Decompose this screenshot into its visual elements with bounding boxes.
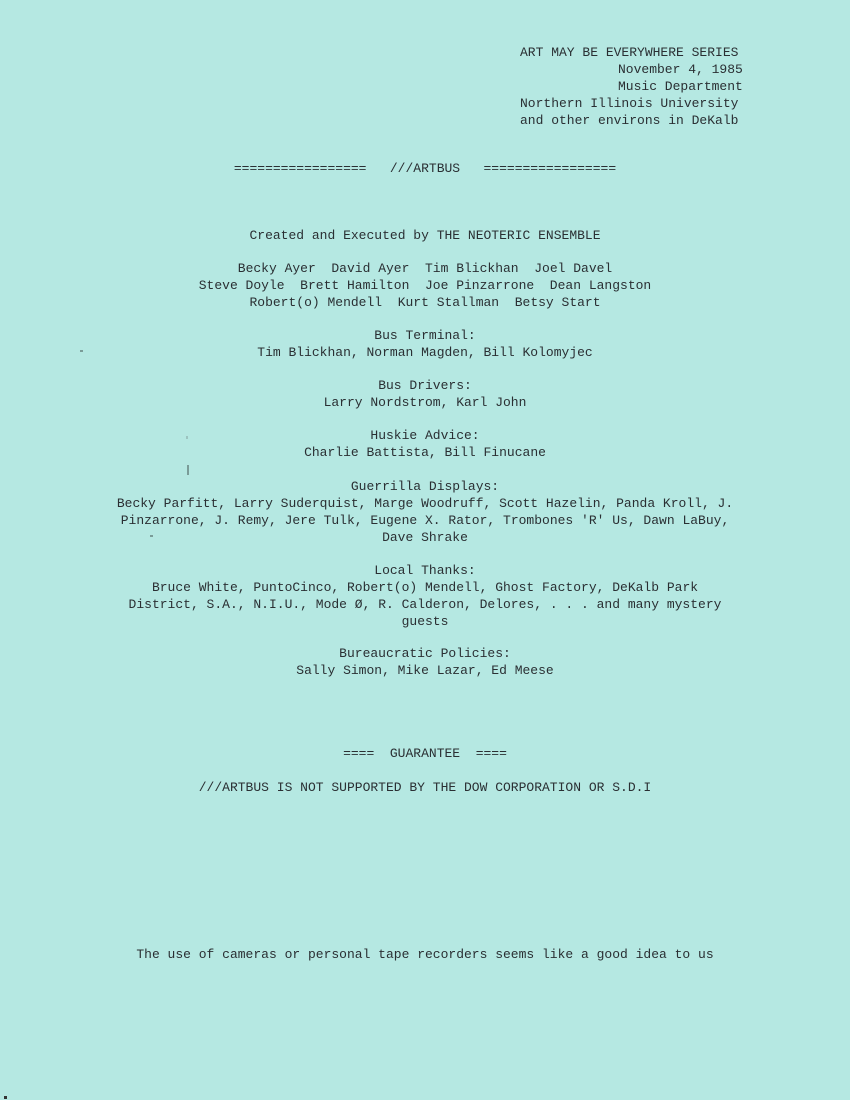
series-title: ART MAY BE EVERYWHERE SERIES — [520, 45, 739, 60]
local-thanks-line-2: District, S.A., N.I.U., Mode Ø, R. Calderon, Delores, . . . and many mystery — [128, 597, 722, 612]
event-date: November 4, 1985 — [618, 62, 743, 77]
huskie-advice-names: Charlie Battista, Bill Finucane — [304, 445, 546, 460]
local-thanks-line-3: guests — [401, 614, 449, 629]
guerrilla-displays-line-3: Dave Shrake — [382, 530, 468, 545]
scan-speck — [4, 1096, 7, 1099]
footer-note: The use of cameras or personal tape recorders seems like a good idea to us — [136, 947, 714, 962]
scan-speck — [80, 350, 83, 352]
ensemble-line-3: Robert(o) Mendell Kurt Stallman Betsy Start — [249, 295, 601, 310]
scan-speck — [186, 436, 188, 439]
bus-terminal-names: Tim Blickhan, Norman Magden, Bill Kolomyjec — [257, 345, 593, 360]
artbus-title-divider: ================= ///ARTBUS ================= — [233, 161, 617, 176]
scan-speck — [150, 535, 153, 537]
guerrilla-displays-line-2: Pinzarrone, J. Remy, Jere Tulk, Eugene X. Rator, Trombones 'R' Us, Dawn LaBuy, — [120, 513, 730, 528]
guerrilla-displays-heading: Guerrilla Displays: — [350, 479, 500, 494]
ensemble-line-1: Becky Ayer David Ayer Tim Blickhan Joel Davel — [237, 261, 613, 276]
ensemble-line-2: Steve Doyle Brett Hamilton Joe Pinzarrone Dean Langston — [198, 278, 652, 293]
local-thanks-line-1: Bruce White, PuntoCinco, Robert(o) Mendell, Ghost Factory, DeKalb Park — [151, 580, 699, 595]
scan-speck — [187, 465, 189, 475]
bus-terminal-heading: Bus Terminal: — [374, 328, 476, 343]
location: and other environs in DeKalb — [520, 113, 739, 128]
header-block — [520, 44, 840, 129]
local-thanks-heading: Local Thanks: — [374, 563, 476, 578]
huskie-advice-heading: Huskie Advice: — [370, 428, 480, 443]
bus-drivers-heading: Bus Drivers: — [378, 378, 472, 393]
university: Northern Illinois University — [520, 96, 739, 111]
created-by-line: Created and Executed by THE NEOTERIC ENSEMBLE — [249, 228, 601, 243]
guarantee-statement: ///ARTBUS IS NOT SUPPORTED BY THE DOW CORPORATION OR S.D.I — [198, 780, 652, 795]
guerrilla-displays-line-1: Becky Parfitt, Larry Suderquist, Marge Woodruff, Scott Hazelin, Panda Kroll, J. — [116, 496, 734, 511]
bus-drivers-names: Larry Nordstrom, Karl John — [323, 395, 527, 410]
guarantee-heading: ==== GUARANTEE ==== — [343, 746, 507, 761]
bureaucratic-policies-heading: Bureaucratic Policies: — [339, 646, 511, 661]
bureaucratic-policies-names: Sally Simon, Mike Lazar, Ed Meese — [296, 663, 554, 678]
department: Music Department — [618, 79, 743, 94]
